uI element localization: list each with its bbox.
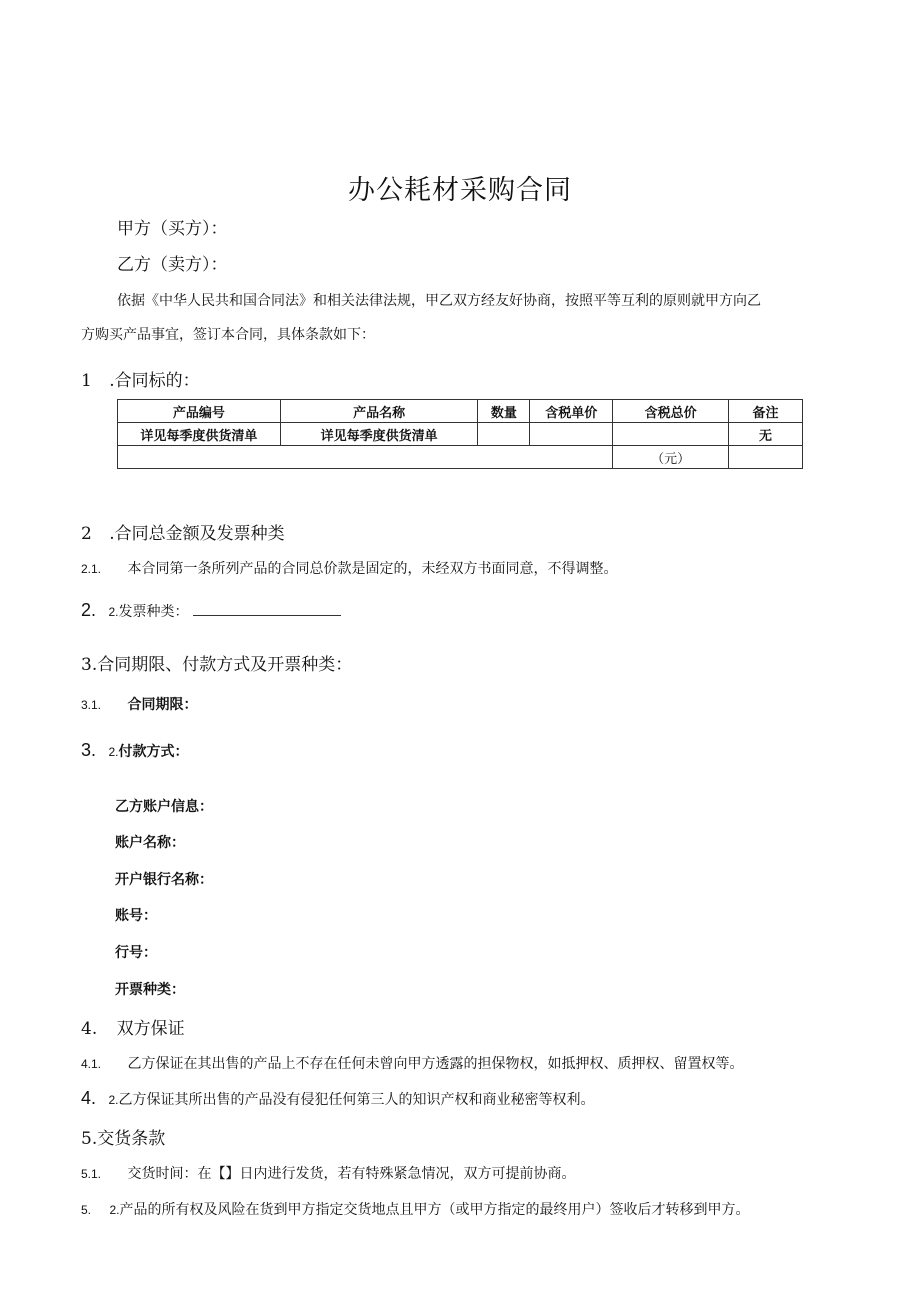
- table-header-row: [118, 400, 803, 423]
- clause-4-1: [81, 1053, 743, 1073]
- clause-5-2: [81, 1199, 749, 1219]
- clause-3-2-sub: 2.: [108, 745, 119, 759]
- clause-2-2-number: 2.: [81, 600, 97, 620]
- clause-2-2-text: 发票种类：: [118, 604, 189, 620]
- party-b-label: 乙方（卖方）：: [117, 255, 228, 275]
- invoice-type-blank: [193, 601, 341, 616]
- header-product-name: 产品名称: [280, 400, 478, 423]
- clause-3-2-text: 付款方式：: [118, 744, 189, 760]
- clause-4-2-text: 乙方保证其所出售的产品没有侵犯任何第三人的知识产权和商业秘密等权利。: [118, 1092, 595, 1108]
- section-2-number: 2: [81, 524, 92, 544]
- cell-product-name: 详见每季度供货清单: [280, 423, 478, 446]
- cell-unit-price: [530, 423, 613, 446]
- header-unit-price: 含税单价: [530, 400, 613, 423]
- cell-total-label: [118, 446, 613, 469]
- section-1-number: 1: [81, 371, 92, 391]
- clause-5-1-number: 5.1.: [81, 1167, 102, 1181]
- contract-subject-table: [117, 399, 803, 469]
- clause-2-1-number: 2.1.: [81, 562, 102, 576]
- section-4-title: 双方保证: [116, 1019, 185, 1039]
- cell-total-unit: （元）: [613, 446, 729, 469]
- clause-3-1-text: 合同期限：: [127, 697, 198, 713]
- clause-5-2-sub: 2.: [109, 1203, 120, 1217]
- table-row: [118, 423, 803, 446]
- bank-code-label: 行号：: [115, 945, 157, 961]
- preamble-line-2: 方购买产品事宜，签订本合同，具体条款如下：: [81, 327, 375, 343]
- section-1-heading: [81, 366, 200, 391]
- section-2-heading: [81, 519, 285, 544]
- header-remarks: 备注: [729, 400, 803, 423]
- clause-2-2-sub: 2.: [108, 605, 119, 619]
- clause-5-2-text: 产品的所有权及风险在货到甲方指定交货地点且甲方（或甲方指定的最终用户）签收后才转移到甲方。: [119, 1202, 750, 1218]
- section-1-title: .合同标的：: [109, 371, 200, 391]
- cell-total-empty: [729, 446, 803, 469]
- header-total-price: 含税总价: [613, 400, 729, 423]
- invoice-type-label: 开票种类：: [115, 982, 185, 998]
- section-4-number: 4.: [81, 1019, 98, 1039]
- cell-remarks: 无: [729, 423, 803, 446]
- cell-quantity: [478, 423, 530, 446]
- party-a-label: 甲方（买方）：: [117, 219, 228, 239]
- clause-4-2-number: 4.: [81, 1088, 97, 1108]
- header-product-code: 产品编号: [118, 400, 281, 423]
- clause-2-2: [81, 600, 341, 621]
- clause-5-1: [81, 1163, 575, 1183]
- clause-5-2-number: 5.: [81, 1203, 92, 1217]
- clause-3-1: [81, 694, 197, 714]
- clause-5-1-text: 交货时间：在【】日内进行发货，若有特殊紧急情况，双方可提前协商。: [127, 1166, 576, 1182]
- clause-3-1-number: 3.1.: [81, 698, 102, 712]
- preamble-line-1: 依据《中华人民共和国合同法》和相关法律法规，甲乙双方经友好协商，按照平等互利的原则就甲方向乙: [117, 293, 761, 309]
- document-title: 办公耗材采购合同: [348, 175, 572, 206]
- clause-2-1: [81, 558, 617, 578]
- clause-3-2-number: 3.: [81, 740, 97, 760]
- clause-4-1-text: 乙方保证在其出售的产品上不存在任何未曾向甲方透露的担保物权，如抵押权、质押权、留置权等。: [127, 1056, 744, 1072]
- table-total-row: [118, 446, 803, 469]
- clause-4-2: [81, 1088, 594, 1109]
- header-quantity: 数量: [478, 400, 530, 423]
- clause-3-2: [81, 740, 188, 761]
- section-5-heading: 5.交货条款: [81, 1129, 166, 1149]
- bank-name-label: 开户银行名称：: [115, 872, 213, 888]
- section-4-heading: [81, 1014, 185, 1039]
- account-name-label: 账户名称：: [115, 835, 185, 851]
- cell-product-code: 详见每季度供货清单: [118, 423, 281, 446]
- account-info-label: 乙方账户信息：: [115, 799, 213, 815]
- clause-4-1-number: 4.1.: [81, 1057, 102, 1071]
- account-number-label: 账号：: [115, 908, 157, 924]
- cell-total-price: [613, 423, 729, 446]
- section-3-heading: 3.合同期限、付款方式及开票种类：: [81, 655, 353, 675]
- clause-2-1-text: 本合同第一条所列产品的合同总价款是固定的，未经双方书面同意，不得调整。: [127, 561, 618, 577]
- section-2-title: .合同总金额及发票种类: [109, 524, 285, 544]
- clause-4-2-sub: 2.: [108, 1093, 119, 1107]
